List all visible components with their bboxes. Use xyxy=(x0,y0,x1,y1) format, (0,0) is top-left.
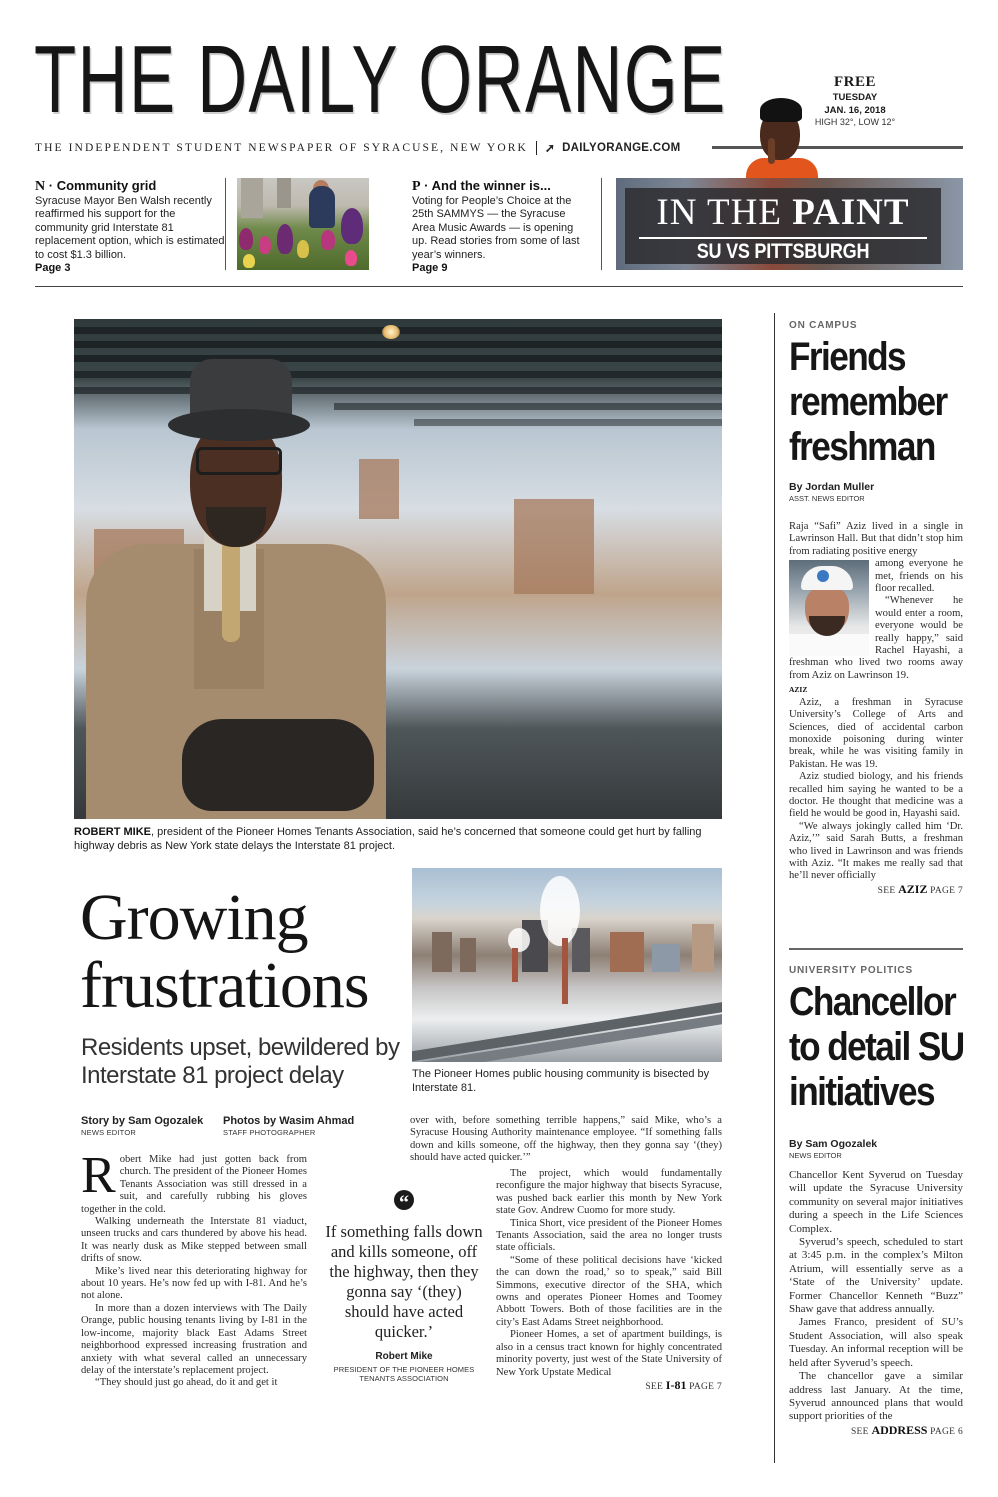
story-byline: Story by Sam Ogozalek NEWS EDITOR xyxy=(81,1115,204,1137)
weekday-label: TUESDAY xyxy=(832,92,878,103)
pull-quote-text: If something falls down and kills someone, off the highway, then they gonna say ‘(they) should have acted quicker.’ xyxy=(325,1222,483,1341)
promo-title: IN THE PAINT xyxy=(656,192,910,233)
skyline-photo-caption: The Pioneer Homes public housing community is bisected by Interstate 81. xyxy=(412,1068,710,1094)
lead-story-column-3: The project, which would fundamentally reconfigure the major highway that bisects Syracuse, was pushed back earlier this month by New York state Gov. Andrew Cuomo for more study. Tinica Short, vice president of the Pioneer Homes Tenants Association, said the area no longer trusts state officials. “Some of these political decisions have ‘kicked the can down the road,’ so to speak,” said Bill Simmons, executive director of the SHA, which owns and operates Pioneer Homes and Toomey Abbott Towers. Both of those facilities are in the city’s East Adams Street neighborhood. Pioneer Homes, a set of apartment buildings, is also in a census tract known for highly concentrated minority poverty, just west of the State University of New York Upstate Medical SEE I-81 PAGE 7 xyxy=(496,1168,722,1392)
aziz-portrait-photo xyxy=(789,560,869,656)
rail-story-divider xyxy=(789,948,963,950)
teaser-news[interactable] xyxy=(35,178,225,275)
drop-cap: R xyxy=(81,1147,116,1204)
promo-rule xyxy=(639,237,927,239)
newspaper-nameplate: THE DAILY ORANGE xyxy=(34,26,727,133)
rail-story-aziz xyxy=(789,320,963,515)
lead-subheadline: Residents upset, bewildered by Interstate 81 project delay xyxy=(81,1034,400,1089)
weather-forecast: HIGH 32°, LOW 12° xyxy=(814,117,896,127)
column-divider xyxy=(225,178,226,270)
lead-story-column-1: R obert Mike had just gotten back from church. The president of the Pioneer Homes Tenants Association was still dressed in a suit, and carefully rubbing his gloves together in the cold. Walking underneath the Interstate 81 viaduct, unseen trucks and cars thundered by above his head. It was nearly dusk as Mike stepped between small drifts of snow. Mike’s lived near this deteriorating highway for about 10 years. He’s now fed up with I-81. And he’s not alone. In more than a dozen interviews with The Daily Orange, public housing tenants living by I-81 in the low-income, majority black East Adams Street neighborhood expressed increasing frustration and anxiety with what several called an unnecessary delay of the interstate’s replacement project. “They should just go ahead, do it and get it xyxy=(81,1147,307,1389)
teaser-page-ref: Page 9 xyxy=(412,262,448,275)
link-arrow-icon: ➚ xyxy=(544,140,558,155)
in-the-paint-promo[interactable] xyxy=(616,178,963,270)
aziz-photo-caption: AZIZ xyxy=(789,685,808,695)
tagline-divider xyxy=(536,141,537,155)
syracuse-skyline-photo xyxy=(412,868,722,1062)
teaser-text: Voting for People’s Choice at the 25th SAMMYS — the Syracuse Area Music Awards — is opening up. Read stories from some of last year’s winners. xyxy=(412,195,580,261)
rail-byline: By Jordan Muller ASST. NEWS EDITOR xyxy=(789,481,875,503)
jump-link-address[interactable]: SEE ADDRESS PAGE 6 xyxy=(850,1422,963,1437)
section-kicker: ON CAMPUS xyxy=(789,320,858,331)
rail-headline[interactable]: Chancellor to detail SU initiatives xyxy=(789,980,964,1114)
promo-subtitle: SU VS PITTSBURGH xyxy=(696,240,870,263)
tagline-bar xyxy=(35,140,681,156)
teaser-headline: N · Community grid xyxy=(35,178,157,194)
rail-story-chancellor xyxy=(789,965,963,1160)
pull-quote-speaker-title: PRESIDENT OF THE PIONEER HOMES TENANTS ASSOCIATION xyxy=(333,1365,475,1383)
issue-date: JAN. 16, 2018 xyxy=(824,105,886,116)
quote-icon: “ xyxy=(394,1190,414,1210)
rail-divider-vertical xyxy=(774,313,775,1463)
pull-quote-speaker: Robert Mike xyxy=(375,1351,433,1362)
pull-quote xyxy=(324,1190,484,1383)
jump-link-aziz[interactable]: SEE AZIZ PAGE 7 xyxy=(877,881,963,896)
website-link[interactable]: DAILYORANGE.COM xyxy=(562,142,681,154)
teaser-pulp[interactable] xyxy=(412,178,590,275)
robert-mike-photo xyxy=(74,319,722,819)
rail-story-aziz-body: Raja “Safi” Aziz lived in a single in Lawrinson Hall. But that didn’t stop him from radiating positive energy among everyone he met, friends on his floor recalled. “Whenever he would enter a room, everyone would be really happy,” said Rachel Hayashi, a freshman who lived two rooms away from Aziz on Lawrinson 19. AZIZ Aziz, a freshman in Syracuse University’s College of Arts and Sciences, died of accidental carbon monoxide poisoning during winter break, while he was visiting family in Pakistan. He was 19. Aziz studied biology, and his friends recalled him saying he wanted to be a doctor. He thought that medicine was a field he would be good in, Hayashi said. “We always jokingly called him ‘Dr. Aziz,’” said Sarah Butts, a freshman who lived in Lawrinson and was friends with Aziz. “It makes me really sad that he’ll never officially SEE AZIZ PAGE 7 xyxy=(789,521,963,896)
tulip-musician-photo xyxy=(237,178,369,270)
lead-story-column-2-top: over with, before something terrible happens,” said Mike, who’s a Syracuse Housing Authority maintenance employee. “If something falls down and kills someone, off the highway, then they gonna say ‘(they) should have acted quicker.’” xyxy=(410,1115,722,1164)
promo-overlay xyxy=(625,188,941,264)
photo-byline: Photos by Wasim Ahmad STAFF PHOTOGRAPHER xyxy=(223,1115,355,1137)
column-divider xyxy=(601,178,602,270)
section-kicker: UNIVERSITY POLITICS xyxy=(789,965,913,976)
main-photo-caption: ROBERT MIKE, president of the Pioneer Homes Tenants Association, said he’s concerned that someone could get hurt by falling highway debris as New York state delays the Interstate 81 project. xyxy=(74,826,702,852)
price-label: FREE xyxy=(833,74,876,90)
teaser-headline: P · And the winner is... xyxy=(412,178,551,194)
rail-story-chancellor-body: Chancellor Kent Syverud on Tuesday will update the Syracuse University community on several major initiatives during a speech in the Life Sciences Complex. Syverud’s speech, scheduled to start at 3:45 p.m. in the complex’s Milton Atrium, will essentially serve as a ‘State of the University’ update. Former Chancellor Kenneth “Buzz” Shaw gave that address annually. James Franco, president of SU’s Student Association, will also speak Tuesday. An informal reception will be held after Syverud’s speech. The chancellor gave a similar address last January. At the time, Syverud announced plans that would support priorities of the SEE ADDRESS PAGE 6 xyxy=(789,1169,963,1439)
teaser-page-ref: Page 3 xyxy=(35,262,71,275)
section-rule xyxy=(35,286,963,287)
tagline-text: THE INDEPENDENT STUDENT NEWSPAPER OF SYRACUSE, NEW YORK xyxy=(35,142,528,154)
issue-info xyxy=(790,74,920,127)
jump-link-i81[interactable]: SEE I-81 PAGE 7 xyxy=(645,1377,722,1392)
lead-headline[interactable]: Growing frustrations xyxy=(80,881,369,1022)
teaser-text: Syracuse Mayor Ben Walsh recently reaffirmed his support for the community grid Interstate 81 replacement option, which is estimated to cost $1.3 billion. xyxy=(35,195,225,261)
rail-byline: By Sam Ogozalek NEWS EDITOR xyxy=(789,1138,878,1160)
rail-headline[interactable]: Friends remember freshman xyxy=(789,335,947,469)
